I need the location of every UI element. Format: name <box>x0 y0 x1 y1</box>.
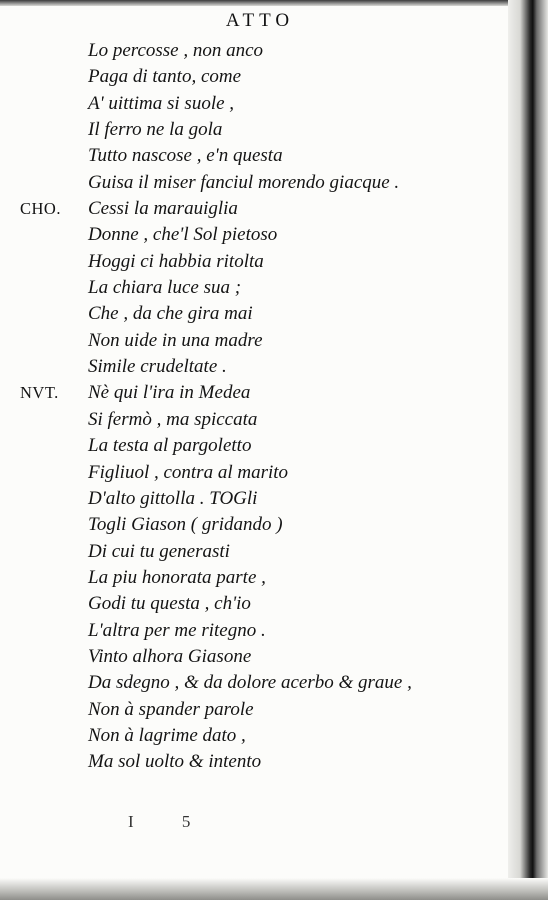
verse-line <box>20 723 490 749</box>
verse-text: Togli Giason ( gridando ) <box>88 514 283 536</box>
verse-line <box>20 591 490 617</box>
speaker-label: CHO. <box>20 199 61 219</box>
speaker-label: NVT. <box>20 383 59 403</box>
verse-line <box>20 433 490 459</box>
verse-line <box>20 354 490 380</box>
verse-text: La piu honorata parte , <box>88 566 266 588</box>
verse-text: Non uide in una madre <box>88 329 263 351</box>
verse-text: A' uittima si suole , <box>88 92 235 114</box>
verse-text: Tutto nascose , e'n questa <box>88 145 283 167</box>
verse-line <box>20 539 490 565</box>
verse-text: Di cui tu generasti <box>88 540 230 562</box>
verse-text: Guisa il miser fanciul morendo giacque . <box>88 171 400 193</box>
verse-line <box>20 670 490 696</box>
verse-text: Hoggi ci habbia ritolta <box>88 250 264 272</box>
verse-line <box>20 275 490 301</box>
verse-text-block <box>20 38 490 776</box>
verse-line <box>20 644 490 670</box>
verse-line <box>20 618 490 644</box>
verse-line <box>20 328 490 354</box>
verse-line <box>20 301 490 327</box>
verse-line <box>20 565 490 591</box>
verse-text: Paga di tanto, come <box>88 66 242 88</box>
verse-text: Figliuol , contra al marito <box>88 461 289 483</box>
verse-text: Non à lagrime dato , <box>88 724 246 746</box>
verse-text: Lo percosse , non anco <box>88 40 264 61</box>
verse-line <box>20 222 490 248</box>
verse-line <box>20 486 490 512</box>
verse-text: Il ferro ne la gola <box>88 119 223 141</box>
verse-text: Cessi la marauiglia <box>88 198 238 220</box>
verse-line <box>20 117 490 143</box>
verse-text: Si fermò , ma spiccata <box>88 408 258 430</box>
verse-text: L'altra per me ritegno . <box>88 619 266 641</box>
verse-line <box>20 38 490 64</box>
verse-line <box>20 91 490 117</box>
verse-text: Che , da che gira mai <box>88 303 253 325</box>
verse-line <box>20 170 490 196</box>
signature-mark: I 5 <box>128 812 213 831</box>
verse-text: La testa al pargoletto <box>88 435 252 457</box>
verse-text: Godi tu questa , ch'io <box>88 593 251 615</box>
verse-line <box>20 749 490 775</box>
verse-text: Non à spander parole <box>88 698 254 720</box>
verse-text: Donne , che'l Sol pietoso <box>88 224 278 246</box>
verse-line <box>20 512 490 538</box>
verse-text: Ma sol uolto & intento <box>88 751 262 773</box>
verse-line <box>20 64 490 90</box>
verse-line <box>20 380 490 406</box>
verse-line <box>20 249 490 275</box>
verse-text: La chiara luce sua ; <box>88 277 242 299</box>
running-head: ATTO <box>225 10 295 31</box>
verse-text: Da sdegno , & da dolore acerbo & graue , <box>88 672 412 694</box>
verse-text: Simile crudeltate . <box>88 356 227 378</box>
scan-top-edge <box>0 0 548 6</box>
verse-text: Vinto alhora Giasone <box>88 645 252 667</box>
book-spine-edge <box>508 0 548 900</box>
verse-line <box>20 460 490 486</box>
verse-line <box>20 407 490 433</box>
verse-text: D'alto gittolla . TOGli <box>88 487 258 509</box>
verse-line <box>20 143 490 169</box>
scan-bottom-edge <box>0 878 548 900</box>
verse-line <box>20 697 490 723</box>
verse-line <box>20 196 490 222</box>
verse-text: Nè qui l'ira in Medea <box>88 382 251 404</box>
